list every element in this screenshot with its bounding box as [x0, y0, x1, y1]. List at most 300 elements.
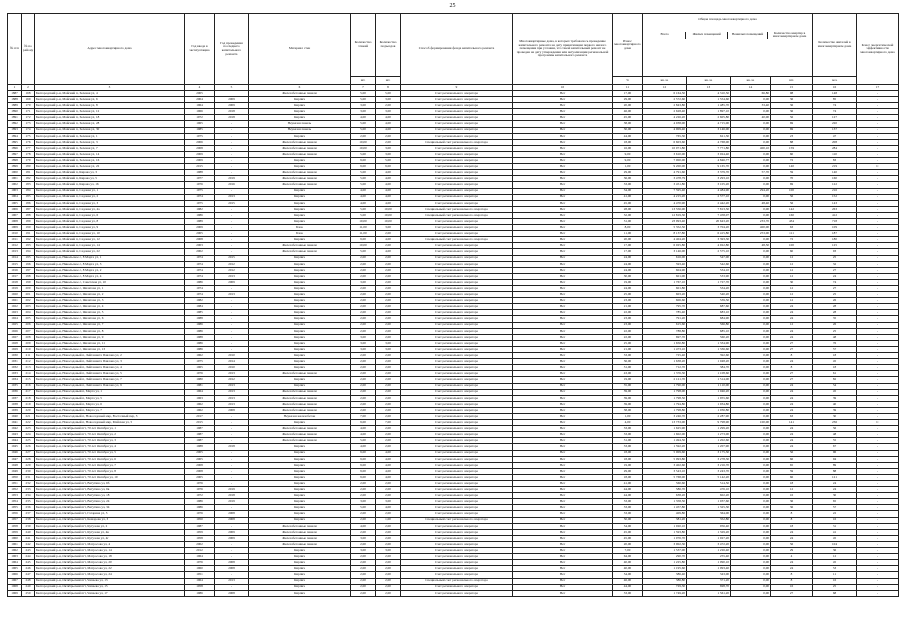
- cell-class: -: [857, 310, 899, 316]
- cell-wear: 64,00: [613, 554, 643, 560]
- cell-area-total: 409,80: [643, 511, 687, 517]
- cell-address: Белгородский р-н, Майский п, Садовая ул, 9: [35, 225, 185, 231]
- cell-wear: 40,00: [613, 560, 643, 566]
- cell-flats: 66: [771, 474, 813, 480]
- cell-year-built: 1972: [185, 115, 215, 121]
- cell-wear: 29,00: [613, 170, 643, 176]
- cell-entrances: 2,00: [376, 590, 401, 596]
- cell-area-res: 1 108,60: [687, 371, 731, 377]
- cell-area-total: 386,80: [643, 578, 687, 584]
- cell-capital: Нет: [513, 353, 613, 359]
- cell-wall: Железобетонные панели: [249, 243, 351, 249]
- cell-year-repair: -: [215, 420, 249, 426]
- cell-n: 1894: [8, 133, 22, 139]
- cell-area-total: 12 819,30: [643, 212, 687, 218]
- cell-floors: 4,00: [351, 200, 376, 206]
- cell-class: -: [857, 389, 899, 395]
- cell-floors: 2,00: [351, 389, 376, 395]
- cell-floors: 2,00: [351, 298, 376, 304]
- cell-residents: 41: [813, 529, 857, 535]
- cell-class: -: [857, 548, 899, 554]
- cell-entrances: 3,00: [376, 346, 401, 352]
- cell-floors: 10,00: [351, 145, 376, 151]
- cell-wall: Кирпич: [249, 115, 351, 121]
- cell-n: 1931: [8, 359, 22, 365]
- cell-address: Белгородский р-н, Октябрьский пгт, 70 лет Октября ул, 3: [35, 438, 185, 444]
- cell-year-built: 1986: [185, 279, 215, 285]
- cell-entrances: 4,00: [376, 456, 401, 462]
- cell-area-total: 381,20: [643, 517, 687, 523]
- cell-flats: 30: [771, 279, 813, 285]
- cell-wear: 33,00: [613, 499, 643, 505]
- cell-entrances: 2,00: [376, 578, 401, 584]
- cell-area-nonres: 48,40: [731, 200, 771, 206]
- cell-year-built: 1986: [185, 340, 215, 346]
- cell-area-nonres: 0,00: [731, 365, 771, 371]
- cell-n-district: 233: [22, 487, 35, 493]
- cell-wear: 22,00: [613, 334, 643, 340]
- column-number: 8: [376, 85, 401, 91]
- cell-year-repair: -: [215, 523, 249, 529]
- cell-flats: 65: [771, 462, 813, 468]
- cell-wear: 33,00: [613, 182, 643, 188]
- cell-n-district: 188: [22, 212, 35, 218]
- cell-year-built: 1965: [185, 121, 215, 127]
- cell-area-total: 593,40: [643, 261, 687, 267]
- cell-class: -: [857, 474, 899, 480]
- cell-class: -: [857, 456, 899, 462]
- cell-fund: Счет регионального оператора: [401, 505, 513, 511]
- cell-area-total: 765,30: [643, 133, 687, 139]
- cell-wear: 39,00: [613, 401, 643, 407]
- cell-area-nonres: 0,00: [731, 261, 771, 267]
- cell-area-nonres: 0,00: [731, 267, 771, 273]
- cell-year-built: 1976: [185, 481, 215, 487]
- cell-area-res: 2 577,10: [687, 194, 731, 200]
- cell-area-nonres: 0,00: [731, 511, 771, 517]
- cell-class: -: [857, 426, 899, 432]
- cell-address: Белгородский р-н, Никольское с, 8 Марта ул, 2: [35, 267, 185, 273]
- cell-wall: Кирпич: [249, 517, 351, 523]
- cell-class: -: [857, 237, 899, 243]
- cell-entrances: 5,00: [376, 91, 401, 97]
- cell-year-repair: -: [215, 413, 249, 419]
- cell-entrances: 10,00: [376, 212, 401, 218]
- cell-year-repair: 2016: [215, 182, 249, 188]
- header-col-year-repair: Год проведения последнего капитального ремонта: [215, 14, 249, 85]
- cell-floors: 3,00: [351, 346, 376, 352]
- cell-flats: 24: [771, 359, 813, 365]
- cell-floors: 10,00: [351, 139, 376, 145]
- cell-year-repair: -: [215, 328, 249, 334]
- cell-n: 1941: [8, 420, 22, 426]
- cell-flats: 59: [771, 170, 813, 176]
- cell-residents: 40: [813, 401, 857, 407]
- cell-address: Белгородский р-н, Октябрьский пгт, Чапаева ул, 17: [35, 590, 185, 596]
- cell-flats: 63: [771, 225, 813, 231]
- cell-n-district: 224: [22, 432, 35, 438]
- cell-wear: 21,00: [613, 304, 643, 310]
- cell-area-nonres: 0,00: [731, 426, 771, 432]
- cell-entrances: 9,00: [376, 164, 401, 170]
- cell-floors: 7,00: [351, 413, 376, 419]
- cell-year-built: 1974: [185, 273, 215, 279]
- cell-fund: Счет регионального оператора: [401, 322, 513, 328]
- cell-area-nonres: 0,00: [731, 377, 771, 383]
- cell-wear: 30,00: [613, 273, 643, 279]
- cell-area-nonres: 0,00: [731, 535, 771, 541]
- cell-year-repair: 2009: [215, 97, 249, 103]
- cell-residents: 24: [813, 487, 857, 493]
- header-col-floors: Количество этажей: [351, 14, 376, 77]
- cell-flats: 12: [771, 273, 813, 279]
- cell-area-res: 539,50: [687, 298, 731, 304]
- cell-wall: Железобетонные панели: [249, 145, 351, 151]
- cell-class: -: [857, 395, 899, 401]
- cell-entrances: 4,00: [376, 249, 401, 255]
- cell-fund: Счет регионального оператора: [401, 133, 513, 139]
- cell-area-total: 788,80: [643, 328, 687, 334]
- cell-area-res: 3 293,10: [687, 176, 731, 182]
- column-number: 15: [771, 85, 813, 91]
- cell-class: -: [857, 158, 899, 164]
- cell-year-repair: 2008: [215, 407, 249, 413]
- cell-year-repair: -: [215, 304, 249, 310]
- cell-year-built: 1986: [185, 346, 215, 352]
- cell-capital: Нет: [513, 133, 613, 139]
- cell-wear: 23,00: [613, 322, 643, 328]
- cell-address: Белгородский р-н, Октябрьский пгт, Чапаева ул, 15: [35, 584, 185, 590]
- cell-year-built: 1987: [185, 523, 215, 529]
- cell-class: -: [857, 413, 899, 419]
- cell-fund: Счет регионального оператора: [401, 91, 513, 97]
- cell-n: 1926: [8, 328, 22, 334]
- cell-address: Белгородский р-н, Октябрьский пгт, Матросова ул, 4: [35, 541, 185, 547]
- cell-n: 1946: [8, 450, 22, 456]
- cell-floors: 4,00: [351, 194, 376, 200]
- cell-flats: 8: [771, 517, 813, 523]
- cell-entrances: 2,00: [376, 493, 401, 499]
- cell-address: Белгородский р-н, Октябрьский пгт, Ватутина ул, 6в: [35, 487, 185, 493]
- cell-fund: Счет регионального оператора: [401, 365, 513, 371]
- cell-wear: 33,00: [613, 511, 643, 517]
- cell-wear: 54,00: [613, 523, 643, 529]
- cell-area-total: 10 071,80: [643, 145, 687, 151]
- cell-wear: 23,00: [613, 298, 643, 304]
- unit-entrances: шт.: [376, 77, 401, 85]
- cell-area-res: 255,40: [687, 554, 731, 560]
- cell-year-repair: 2018: [215, 115, 249, 121]
- cell-wall: Кирпич: [249, 346, 351, 352]
- cell-address: Белгородский р-н, Октябрьский пгт, Кутузова ул, 2: [35, 523, 185, 529]
- cell-area-total: 3 146,00: [643, 249, 687, 255]
- cell-class: -: [857, 151, 899, 157]
- column-number: 14: [731, 85, 771, 91]
- cell-flats: 12: [771, 292, 813, 298]
- cell-year-repair: 2013: [215, 383, 249, 389]
- cell-area-res: 1 897,10: [687, 109, 731, 115]
- cell-area-total: 2 572,60: [643, 97, 687, 103]
- cell-entrances: 2,00: [376, 511, 401, 517]
- cell-area-res: 3 105,20: [687, 182, 731, 188]
- cell-n-district: 240: [22, 529, 35, 535]
- cell-capital: Нет: [513, 505, 613, 511]
- cell-residents: 25: [813, 584, 857, 590]
- cell-residents: 187: [813, 231, 857, 237]
- cell-flats: 100: [771, 188, 813, 194]
- cell-floors: 9,00: [351, 420, 376, 426]
- cell-n-district: 192: [22, 237, 35, 243]
- cell-area-res: 1 036,80: [687, 407, 731, 413]
- cell-address: Белгородский р-н, Октябрьский пгт, Кутузова ул, 4в: [35, 529, 185, 535]
- cell-floors: 9,00: [351, 462, 376, 468]
- cell-area-total: 1 650,80: [643, 340, 687, 346]
- cell-residents: 412: [813, 212, 857, 218]
- cell-residents: 53: [813, 566, 857, 572]
- cell-n-district: 214: [22, 371, 35, 377]
- cell-entrances: 2,00: [376, 560, 401, 566]
- cell-n: 1911: [8, 237, 22, 243]
- cell-wear: 24,00: [613, 261, 643, 267]
- cell-n: 1948: [8, 462, 22, 468]
- cell-fund: Счет регионального оператора: [401, 334, 513, 340]
- unit-area-total: кв. м.: [643, 77, 687, 85]
- cell-address: Белгородский р-н, Майский п, Садовая ул, 2: [35, 194, 185, 200]
- cell-address: Белгородский р-н, Октябрьский пгт, Матросова ул, 20: [35, 560, 185, 566]
- cell-wall: Кирпич: [249, 462, 351, 468]
- cell-entrances: 2,00: [376, 255, 401, 261]
- cell-fund: Счет регионального оператора: [401, 145, 513, 151]
- cell-address: Белгородский р-н, Никольское с, Филатова ул, 7: [35, 322, 185, 328]
- cell-wall: Кирпич: [249, 554, 351, 560]
- cell-fund: Счет регионального оператора: [401, 566, 513, 572]
- cell-year-built: 2005: [185, 456, 215, 462]
- column-number: 4: [185, 85, 215, 91]
- cell-entrances: 3,00: [376, 109, 401, 115]
- cell-address: Белгородский р-н, Майский п, Зеленая ул, 22: [35, 164, 185, 170]
- cell-n-district: 171: [22, 109, 35, 115]
- cell-year-built: 1976: [185, 560, 215, 566]
- cell-residents: 143: [813, 200, 857, 206]
- cell-floors: 3,00: [351, 334, 376, 340]
- cell-area-nonres: 0,00: [731, 359, 771, 365]
- cell-class: -: [857, 371, 899, 377]
- cell-capital: Нет: [513, 225, 613, 231]
- cell-area-nonres: 0,00: [731, 237, 771, 243]
- cell-flats: 24: [771, 529, 813, 535]
- cell-n-district: 239: [22, 523, 35, 529]
- cell-n: 1958: [8, 523, 22, 529]
- cell-flats: 4: [771, 554, 813, 560]
- cell-fund: Счет регионального оператора: [401, 158, 513, 164]
- cell-n-district: 231: [22, 474, 35, 480]
- cell-n-district: 177: [22, 145, 35, 151]
- cell-entrances: 4,00: [376, 188, 401, 194]
- cell-wear: 35,00: [613, 383, 643, 389]
- cell-n-district: 193: [22, 243, 35, 249]
- cell-n: 1964: [8, 560, 22, 566]
- cell-flats: 36: [771, 505, 813, 511]
- cell-fund: Счет регионального оператора: [401, 377, 513, 383]
- cell-n-district: 225: [22, 438, 35, 444]
- cell-year-repair: 2012: [215, 261, 249, 267]
- cell-capital: Нет: [513, 511, 613, 517]
- cell-year-built: 1988: [185, 170, 215, 176]
- cell-area-nonres: 0,00: [731, 468, 771, 474]
- cell-area-nonres: 0,00: [731, 273, 771, 279]
- cell-n: 1933: [8, 371, 22, 377]
- cell-n-district: 170: [22, 103, 35, 109]
- cell-fund: Специальный счет регионального оператора: [401, 212, 513, 218]
- cell-entrances: 2,00: [376, 487, 401, 493]
- header-col-residents: Количество жителей в многоквартирном доме: [813, 14, 857, 77]
- cell-class: -: [857, 279, 899, 285]
- cell-address: Белгородский р-н, Октябрьский пгт, Ватутина ул, 34: [35, 505, 185, 511]
- cell-residents: 28: [813, 310, 857, 316]
- cell-area-res: 1 955,60: [687, 395, 731, 401]
- cell-wall: Кирпич: [249, 255, 351, 261]
- cell-area-total: 13 733,00: [643, 420, 687, 426]
- cell-address: Белгородский р-н, Никольское с, 8 Марта ул, 4: [35, 273, 185, 279]
- cell-area-res: 1 207,90: [687, 444, 731, 450]
- cell-year-repair: 2009: [215, 529, 249, 535]
- cell-class: -: [857, 468, 899, 474]
- cell-fund: Счет регионального оператора: [401, 389, 513, 395]
- cell-capital: Нет: [513, 328, 613, 334]
- cell-area-nonres: 0,00: [731, 139, 771, 145]
- cell-fund: Счет регионального оператора: [401, 468, 513, 474]
- unit-wear: %: [613, 77, 643, 85]
- cell-capital: Нет: [513, 292, 613, 298]
- cell-year-repair: -: [215, 505, 249, 511]
- cell-floors: 4,00: [351, 115, 376, 121]
- cell-area-res: 566,80: [687, 322, 731, 328]
- cell-flats: 27: [771, 371, 813, 377]
- cell-floors: 4,00: [351, 523, 376, 529]
- cell-fund: Счет регионального оператора: [401, 590, 513, 596]
- header-col-area-nonres: Нежилых помещений: [728, 32, 768, 39]
- cell-entrances: 2,00: [376, 401, 401, 407]
- cell-class: -: [857, 109, 899, 115]
- cell-n-district: 242: [22, 541, 35, 547]
- cell-wear: 33,00: [613, 590, 643, 596]
- cell-fund: Счет регионального оператора: [401, 359, 513, 365]
- cell-capital: Нет: [513, 145, 613, 151]
- cell-wear: 25,00: [613, 292, 643, 298]
- cell-fund: Счет регионального оператора: [401, 103, 513, 109]
- cell-residents: 54: [813, 383, 857, 389]
- cell-wall: Кирпич: [249, 511, 351, 517]
- cell-capital: Нет: [513, 438, 613, 444]
- cell-class: -: [857, 261, 899, 267]
- cell-floors: 2,00: [351, 365, 376, 371]
- cell-area-res: 3 472,20: [687, 541, 731, 547]
- cell-area-total: 1 749,20: [643, 590, 687, 596]
- cell-flats: 160: [771, 212, 813, 218]
- cell-capital: Нет: [513, 115, 613, 121]
- cell-area-res: 540,20: [687, 292, 731, 298]
- cell-area-res: 3 704,20: [687, 225, 731, 231]
- cell-area-res: 1 048,20: [687, 359, 731, 365]
- cell-year-repair: 2015: [215, 255, 249, 261]
- cell-area-nonres: 0,00: [731, 353, 771, 359]
- cell-n-district: 202: [22, 298, 35, 304]
- cell-n: 1969: [8, 590, 22, 596]
- cell-flats: 69: [771, 127, 813, 133]
- cell-address: Белгородский р-н, Новосадовый п, Лейтенанта Павлова ул, 3: [35, 359, 185, 365]
- cell-residents: 39: [813, 407, 857, 413]
- cell-capital: Нет: [513, 91, 613, 97]
- cell-entrances: 2,00: [376, 529, 401, 535]
- cell-entrances: 2,00: [376, 407, 401, 413]
- cell-wall: Кирпич: [249, 206, 351, 212]
- cell-area-total: 601,00: [643, 273, 687, 279]
- cell-n: 1951: [8, 481, 22, 487]
- cell-capital: Нет: [513, 554, 613, 560]
- cell-floors: 9,00: [351, 158, 376, 164]
- cell-wall: Железобетонные панели: [249, 426, 351, 432]
- cell-n: 1918: [8, 279, 22, 285]
- cell-residents: 180: [813, 237, 857, 243]
- cell-capital: Нет: [513, 139, 613, 145]
- cell-class: -: [857, 505, 899, 511]
- cell-capital: Нет: [513, 97, 613, 103]
- cell-flats: 100: [771, 243, 813, 249]
- cell-area-total: 697,70: [643, 334, 687, 340]
- cell-residents: 236: [813, 420, 857, 426]
- cell-class: -: [857, 334, 899, 340]
- cell-address: Белгородский р-н, Октябрьский пгт, Ватутина ул, 6б: [35, 481, 185, 487]
- cell-n-district: 236: [22, 505, 35, 511]
- cell-n: 1965: [8, 566, 22, 572]
- cell-year-built: 1986: [185, 328, 215, 334]
- cell-year-repair: -: [215, 438, 249, 444]
- cell-floors: 2,00: [351, 584, 376, 590]
- cell-n: 1943: [8, 432, 22, 438]
- cell-area-res: 20 643,20: [687, 218, 731, 224]
- cell-class: -: [857, 304, 899, 310]
- cell-area-total: 1 593,80: [643, 529, 687, 535]
- cell-n-district: 237: [22, 511, 35, 517]
- cell-area-res: 6 415,80: [687, 231, 731, 237]
- cell-wall: Кирпич: [249, 590, 351, 596]
- cell-year-built: 1985: [185, 127, 215, 133]
- cell-wear: 24,00: [613, 286, 643, 292]
- cell-wall: Неуказан панель: [249, 121, 351, 127]
- cell-wear: 17,00: [613, 249, 643, 255]
- cell-class: -: [857, 353, 899, 359]
- cell-class: -: [857, 182, 899, 188]
- cell-entrances: 4,00: [376, 505, 401, 511]
- cell-capital: Нет: [513, 158, 613, 164]
- cell-flats: 24: [771, 310, 813, 316]
- header-area-group-label: Общая площадь многоквартирного дома: [698, 17, 757, 21]
- cell-year-built: 2009: [185, 158, 215, 164]
- cell-class: -: [857, 365, 899, 371]
- cell-n: 1934: [8, 377, 22, 383]
- cell-area-nonres: 0,00: [731, 176, 771, 182]
- cell-area-res: 1 514,00: [687, 377, 731, 383]
- cell-n: 1917: [8, 273, 22, 279]
- cell-year-repair: 2008: [215, 590, 249, 596]
- cell-capital: Нет: [513, 407, 613, 413]
- cell-n-district: 215: [22, 377, 35, 383]
- cell-fund: Счет регионального оператора: [401, 444, 513, 450]
- cell-wear: 9,00: [613, 151, 643, 157]
- cell-class: -: [857, 176, 899, 182]
- cell-area-nonres: 0,00: [731, 249, 771, 255]
- header-col-area-res: Жилых помещений: [686, 32, 728, 39]
